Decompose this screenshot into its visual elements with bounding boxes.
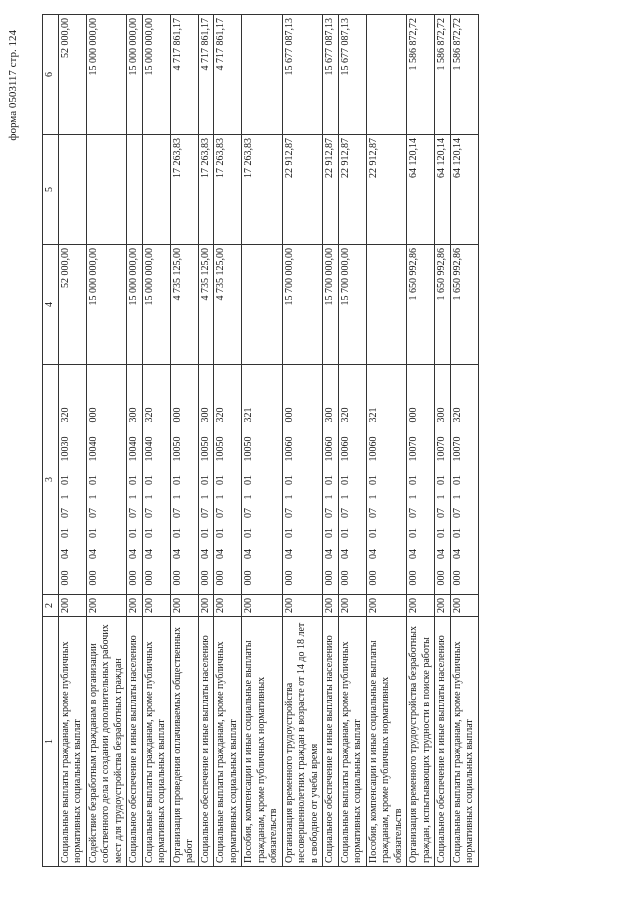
header-row [43, 15, 59, 867]
row-line-code: 200 [142, 595, 170, 617]
row-approved: 4 735 125,00 [198, 245, 214, 365]
code-admin: 000 [436, 570, 447, 586]
row-line-code: 200 [198, 595, 214, 617]
code-subprogram: 1 [324, 494, 335, 500]
code-program: 07 [171, 508, 183, 518]
row-approved: 4 735 125,00 [214, 245, 242, 365]
code-subprogram: 1 [436, 494, 447, 500]
code-expense: 10070 [436, 436, 447, 462]
code-subsection: 01 [436, 528, 447, 538]
code-program: 07 [215, 508, 226, 518]
row-executed: 17 263,83 [170, 135, 198, 245]
code-section: 04 [143, 549, 155, 559]
row-approved: 15 000 000,00 [127, 245, 143, 365]
code-section: 04 [367, 549, 379, 559]
code-direction: 01 [59, 475, 71, 485]
row-line-code: 200 [407, 595, 435, 617]
code-type: 320 [143, 407, 155, 423]
row-name: Социальное обеспечение и иные выплаты населению [127, 617, 143, 867]
row-unexecuted: 1 586 872,72 [450, 15, 478, 135]
row-name: Содействие безработным гражданам в организации собственного дела и создании дополнительных рабочих мест для трудоустройства безработных граждан [86, 617, 127, 867]
code-expense: 10070 [451, 436, 463, 462]
row-name: Организация временного трудоустройства несовершеннолетних граждан в возрасте от 14 до 18 лет в свободное от учебы время [282, 617, 323, 867]
code-type: 320 [215, 407, 226, 423]
code-type: 300 [324, 407, 335, 423]
code-expense: 10060 [324, 436, 335, 462]
row-name: Социальное обеспечение и иные выплаты населению [323, 617, 339, 867]
code-subprogram: 1 [339, 494, 351, 500]
code-section: 04 [87, 549, 99, 559]
row-approved: 15 700 000,00 [282, 245, 323, 365]
code-expense: 10050 [171, 436, 183, 462]
table-row [214, 15, 242, 867]
code-expense: 10040 [87, 436, 99, 462]
code-admin: 000 [87, 570, 99, 586]
row-approved: 1 650 992,86 [407, 245, 435, 365]
row-unexecuted: 15 000 000,00 [142, 15, 170, 135]
code-program: 07 [243, 508, 254, 518]
row-executed: 22 912,87 [323, 135, 339, 245]
row-name: Пособия, компенсации и иные социальные выплаты гражданам, кроме публичных нормативных обязательств [242, 617, 283, 867]
code-section: 04 [243, 549, 254, 559]
code-subsection: 01 [367, 528, 379, 538]
code-type: 000 [283, 407, 295, 423]
code-section: 04 [436, 549, 447, 559]
row-unexecuted: 52 000,00 [58, 15, 86, 135]
row-line-code: 200 [435, 595, 451, 617]
row-line-code: 200 [338, 595, 366, 617]
code-subsection: 01 [451, 528, 463, 538]
row-unexecuted [366, 15, 407, 135]
row-budget-code [282, 365, 323, 595]
row-approved: 15 000 000,00 [142, 245, 170, 365]
code-section: 04 [199, 549, 211, 559]
code-program: 07 [143, 508, 155, 518]
code-type: 300 [436, 407, 447, 423]
row-budget-code [170, 365, 198, 595]
row-line-code: 200 [86, 595, 127, 617]
code-expense: 10070 [408, 436, 419, 462]
code-section: 04 [451, 549, 463, 559]
code-type: 300 [128, 407, 139, 423]
code-program: 07 [408, 508, 419, 518]
row-approved: 1 650 992,86 [435, 245, 451, 365]
code-admin: 000 [143, 570, 155, 586]
code-section: 04 [128, 549, 139, 559]
code-subsection: 01 [59, 528, 71, 538]
code-admin: 000 [215, 570, 226, 586]
code-program: 07 [436, 508, 447, 518]
code-subprogram: 1 [143, 494, 155, 500]
code-type: 000 [408, 407, 419, 423]
code-program: 07 [367, 508, 379, 518]
code-expense: 10030 [59, 436, 71, 462]
table-row [407, 15, 435, 867]
row-name: Пособия, компенсации и иные социальные выплаты гражданам, кроме публичных нормативных обязательств [366, 617, 407, 867]
code-expense: 10060 [339, 436, 351, 462]
code-admin: 000 [128, 570, 139, 586]
row-unexecuted: 4 717 861,17 [214, 15, 242, 135]
code-admin: 000 [243, 570, 254, 586]
row-unexecuted: 1 586 872,72 [407, 15, 435, 135]
code-type: 000 [87, 407, 99, 423]
row-budget-code [338, 365, 366, 595]
column-header: 3 [43, 365, 59, 595]
row-unexecuted: 15 677 087,13 [282, 15, 323, 135]
code-direction: 01 [451, 475, 463, 485]
row-line-code: 200 [127, 595, 143, 617]
row-unexecuted: 15 677 087,13 [323, 15, 339, 135]
row-executed [127, 135, 143, 245]
code-admin: 000 [324, 570, 335, 586]
row-name: Социальные выплаты гражданам, кроме публичных нормативных социальных выплат [58, 617, 86, 867]
row-name: Социальные выплаты гражданам, кроме публичных нормативных социальных выплат [338, 617, 366, 867]
row-budget-code [407, 365, 435, 595]
row-executed: 17 263,83 [198, 135, 214, 245]
code-program: 07 [283, 508, 295, 518]
code-direction: 01 [367, 475, 379, 485]
code-subprogram: 1 [283, 494, 295, 500]
row-executed: 64 120,14 [450, 135, 478, 245]
code-type: 000 [171, 407, 183, 423]
code-direction: 01 [171, 475, 183, 485]
code-expense: 10060 [283, 436, 295, 462]
code-type: 321 [243, 407, 254, 423]
code-direction: 01 [436, 475, 447, 485]
row-line-code: 200 [450, 595, 478, 617]
row-approved: 15 700 000,00 [338, 245, 366, 365]
row-name: Социальные выплаты гражданам, кроме публичных нормативных социальных выплат [142, 617, 170, 867]
row-executed: 22 912,87 [282, 135, 323, 245]
row-budget-code [435, 365, 451, 595]
code-type: 321 [367, 407, 379, 423]
code-subsection: 01 [143, 528, 155, 538]
row-approved: 15 700 000,00 [323, 245, 339, 365]
code-subsection: 01 [128, 528, 139, 538]
code-expense: 10050 [215, 436, 226, 462]
code-type: 320 [451, 407, 463, 423]
code-program: 07 [339, 508, 351, 518]
code-program: 07 [59, 508, 71, 518]
column-header: 5 [43, 135, 59, 245]
row-budget-code [366, 365, 407, 595]
row-budget-code [323, 365, 339, 595]
row-unexecuted: 15 000 000,00 [86, 15, 127, 135]
row-name: Организация проведения оплачиваемых общественных работ [170, 617, 198, 867]
row-budget-code [142, 365, 170, 595]
row-executed: 64 120,14 [407, 135, 435, 245]
code-type: 300 [199, 407, 211, 423]
code-direction: 01 [215, 475, 226, 485]
row-name: Социальные выплаты гражданам, кроме публичных нормативных социальных выплат [214, 617, 242, 867]
code-subsection: 01 [408, 528, 419, 538]
code-program: 07 [324, 508, 335, 518]
row-name: Организация временного трудоустройства безработных граждан, испытывающих трудности в поиске работы [407, 617, 435, 867]
code-admin: 000 [283, 570, 295, 586]
table-row [58, 15, 86, 867]
row-executed: 64 120,14 [435, 135, 451, 245]
code-expense: 10040 [143, 436, 155, 462]
code-admin: 000 [339, 570, 351, 586]
code-subsection: 01 [171, 528, 183, 538]
row-approved [242, 245, 283, 365]
row-budget-code [242, 365, 283, 595]
code-direction: 01 [143, 475, 155, 485]
code-admin: 000 [199, 570, 211, 586]
code-subprogram: 1 [408, 494, 419, 500]
code-subsection: 01 [324, 528, 335, 538]
row-executed: 17 263,83 [214, 135, 242, 245]
row-executed [142, 135, 170, 245]
row-executed: 17 263,83 [242, 135, 283, 245]
row-unexecuted: 15 677 087,13 [338, 15, 366, 135]
code-subprogram: 1 [59, 494, 71, 500]
table-row [242, 15, 283, 867]
table-row [142, 15, 170, 867]
code-section: 04 [408, 549, 419, 559]
code-section: 04 [324, 549, 335, 559]
row-unexecuted: 4 717 861,17 [170, 15, 198, 135]
table-row [86, 15, 127, 867]
code-expense: 10050 [243, 436, 254, 462]
row-line-code: 200 [170, 595, 198, 617]
row-budget-code [127, 365, 143, 595]
code-type: 320 [59, 407, 71, 423]
row-budget-code [58, 365, 86, 595]
code-admin: 000 [171, 570, 183, 586]
table-row [338, 15, 366, 867]
code-direction: 01 [199, 475, 211, 485]
table-body [58, 15, 478, 867]
row-approved: 15 000 000,00 [86, 245, 127, 365]
code-program: 07 [451, 508, 463, 518]
row-unexecuted [242, 15, 283, 135]
code-section: 04 [283, 549, 295, 559]
code-subprogram: 1 [87, 494, 99, 500]
code-subsection: 01 [283, 528, 295, 538]
row-unexecuted: 15 000 000,00 [127, 15, 143, 135]
table-row [450, 15, 478, 867]
row-name: Социальные выплаты гражданам, кроме публичных нормативных социальных выплат [450, 617, 478, 867]
code-direction: 01 [283, 475, 295, 485]
code-subprogram: 1 [171, 494, 183, 500]
form-label: форма 0503117 стр. 124 [7, 30, 19, 141]
column-header: 6 [43, 15, 59, 135]
table-row [170, 15, 198, 867]
code-section: 04 [215, 549, 226, 559]
code-admin: 000 [59, 570, 71, 586]
table-row [435, 15, 451, 867]
code-program: 07 [199, 508, 211, 518]
table-row [366, 15, 407, 867]
table-row [198, 15, 214, 867]
code-direction: 01 [128, 475, 139, 485]
code-subprogram: 1 [243, 494, 254, 500]
code-direction: 01 [408, 475, 419, 485]
row-line-code: 200 [214, 595, 242, 617]
code-subsection: 01 [243, 528, 254, 538]
code-subsection: 01 [87, 528, 99, 538]
row-executed [86, 135, 127, 245]
code-subprogram: 1 [199, 494, 211, 500]
row-name: Социальное обеспечение и иные выплаты населению [435, 617, 451, 867]
code-admin: 000 [408, 570, 419, 586]
code-subsection: 01 [215, 528, 226, 538]
code-direction: 01 [87, 475, 99, 485]
code-admin: 000 [451, 570, 463, 586]
row-budget-code [198, 365, 214, 595]
report-table [42, 14, 479, 867]
code-expense: 10040 [128, 436, 139, 462]
table-row [127, 15, 143, 867]
code-direction: 01 [243, 475, 254, 485]
row-line-code: 200 [323, 595, 339, 617]
code-subprogram: 1 [367, 494, 379, 500]
column-header: 1 [43, 617, 59, 867]
row-approved: 4 735 125,00 [170, 245, 198, 365]
row-unexecuted: 4 717 861,17 [198, 15, 214, 135]
row-executed [58, 135, 86, 245]
row-line-code: 200 [282, 595, 323, 617]
row-unexecuted: 1 586 872,72 [435, 15, 451, 135]
row-budget-code [450, 365, 478, 595]
table-row [282, 15, 323, 867]
code-subsection: 01 [199, 528, 211, 538]
code-program: 07 [87, 508, 99, 518]
code-subprogram: 1 [128, 494, 139, 500]
code-expense: 10060 [367, 436, 379, 462]
code-direction: 01 [324, 475, 335, 485]
code-expense: 10050 [199, 436, 211, 462]
code-direction: 01 [339, 475, 351, 485]
code-section: 04 [339, 549, 351, 559]
column-header: 2 [43, 595, 59, 617]
row-approved: 1 650 992,86 [450, 245, 478, 365]
code-subprogram: 1 [451, 494, 463, 500]
row-budget-code [214, 365, 242, 595]
row-executed: 22 912,87 [366, 135, 407, 245]
row-approved [366, 245, 407, 365]
table-row [323, 15, 339, 867]
row-name: Социальное обеспечение и иные выплаты населению [198, 617, 214, 867]
code-section: 04 [59, 549, 71, 559]
code-subprogram: 1 [215, 494, 226, 500]
column-header: 4 [43, 245, 59, 365]
code-program: 07 [128, 508, 139, 518]
code-subsection: 01 [339, 528, 351, 538]
code-type: 320 [339, 407, 351, 423]
row-approved: 52 000,00 [58, 245, 86, 365]
row-line-code: 200 [242, 595, 283, 617]
row-executed: 22 912,87 [338, 135, 366, 245]
row-budget-code [86, 365, 127, 595]
row-line-code: 200 [366, 595, 407, 617]
code-section: 04 [171, 549, 183, 559]
code-admin: 000 [367, 570, 379, 586]
row-line-code: 200 [58, 595, 86, 617]
